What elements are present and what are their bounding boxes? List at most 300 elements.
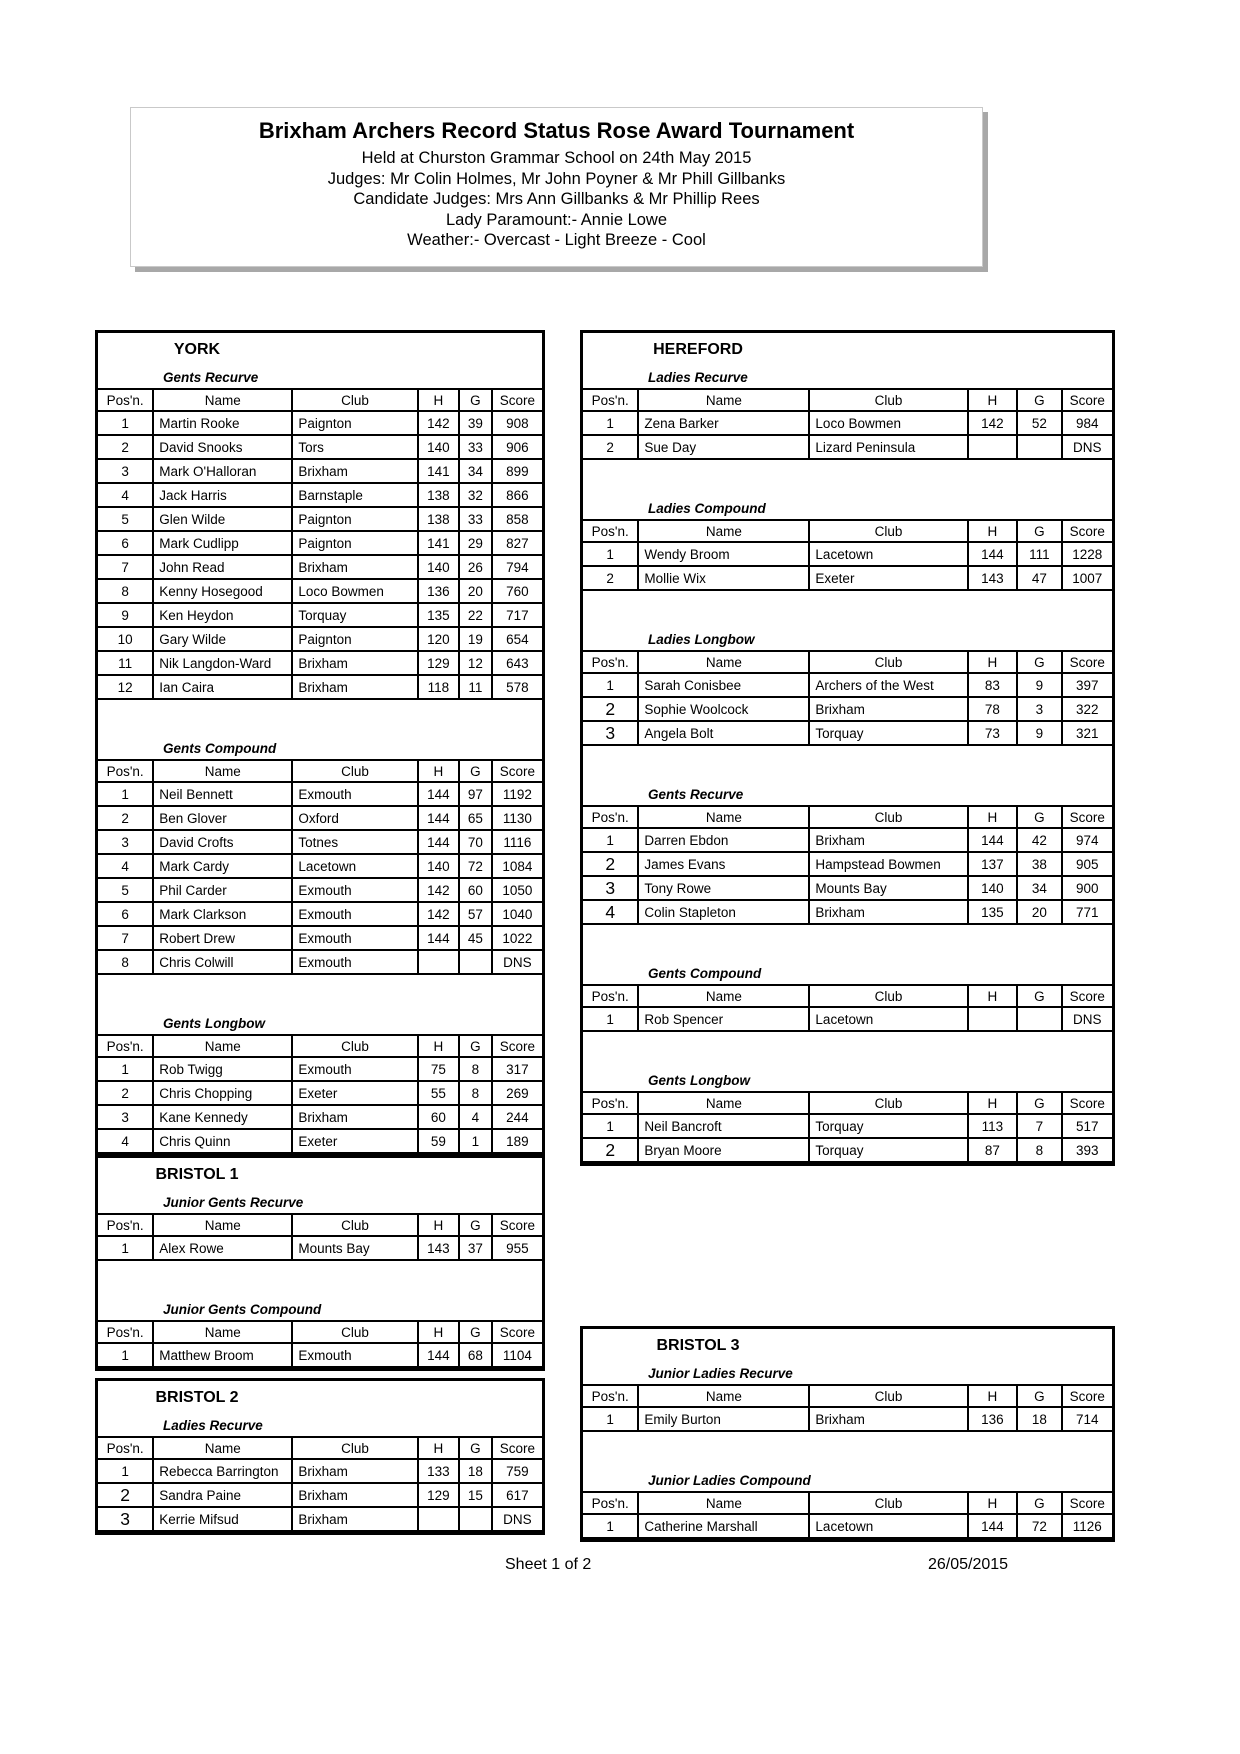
- column-header-club: Club: [810, 1093, 968, 1113]
- cell-club: Lacetown: [810, 1008, 968, 1030]
- cell-g: 68: [460, 1344, 493, 1366]
- cell-name: Robert Drew: [154, 927, 293, 949]
- column-header-g: G: [1018, 652, 1063, 672]
- cell-club: Brixham: [293, 676, 418, 698]
- table-row: [98, 580, 542, 604]
- cell-score: 244: [506, 1109, 529, 1125]
- column-header-name: Name: [639, 521, 810, 541]
- cell-club: Torquay: [810, 1139, 968, 1161]
- cell-score: 1116: [503, 834, 532, 850]
- cell-h: 144: [419, 831, 460, 853]
- cell-name: Sandra Paine: [154, 1484, 293, 1506]
- column-header-score: Score: [1069, 392, 1105, 408]
- table-row: [98, 927, 542, 951]
- cell-score: 517: [1076, 1118, 1099, 1134]
- cell-h: [419, 1508, 460, 1530]
- cell-pos: 2: [583, 698, 639, 720]
- cell-g: 15: [460, 1484, 493, 1506]
- section-label: Gents Compound: [163, 741, 277, 756]
- cell-name: Rebecca Barrington: [154, 1460, 293, 1482]
- column-header-club: Club: [293, 390, 418, 410]
- table-bristol2: [95, 1378, 545, 1535]
- cell-club: Exmouth: [293, 879, 418, 901]
- section-label: Junior Gents Recurve: [163, 1195, 304, 1210]
- column-header-row: [583, 984, 1112, 1008]
- cell-club: Exeter: [293, 1130, 418, 1152]
- header-lady-paramount-line: Lady Paramount:- Annie Lowe: [445, 210, 668, 229]
- cell-pos: 6: [98, 903, 154, 925]
- column-header-pos: Pos'n.: [98, 1215, 154, 1235]
- cell-h: 78: [969, 698, 1018, 720]
- column-header-club: Club: [810, 807, 968, 827]
- cell-pos: 2: [98, 436, 154, 458]
- cell-club: Brixham: [810, 829, 968, 851]
- cell-h: 83: [969, 674, 1018, 696]
- cell-pos: 2: [583, 853, 639, 875]
- column-header-name: Name: [639, 807, 810, 827]
- table-row: [98, 1130, 542, 1154]
- column-header-pos: Pos'n.: [98, 1322, 154, 1342]
- cell-h: [969, 436, 1018, 458]
- cell-h: 144: [419, 807, 460, 829]
- column-header-g: G: [1018, 1093, 1063, 1113]
- cell-name: Alex Rowe: [154, 1237, 293, 1259]
- cell-g: 9: [1018, 674, 1063, 696]
- cell-score: 717: [506, 607, 529, 623]
- cell-pos: 3: [583, 877, 639, 899]
- cell-score: DNS: [503, 1511, 532, 1527]
- cell-score: 900: [1076, 880, 1099, 896]
- cell-pos: 12: [98, 676, 154, 698]
- section-spacer: [583, 1032, 1112, 1070]
- table-title-row: [583, 333, 1112, 367]
- cell-score: 866: [506, 487, 529, 503]
- cell-club: Exmouth: [293, 1344, 418, 1366]
- column-header-club: Club: [810, 1493, 968, 1513]
- column-header-name: Name: [154, 1215, 293, 1235]
- column-header-g: G: [1018, 390, 1063, 410]
- column-header-club: Club: [810, 390, 968, 410]
- cell-g: 7: [1018, 1115, 1063, 1137]
- table-row: [98, 556, 542, 580]
- cell-h: 143: [419, 1237, 460, 1259]
- cell-score: 1130: [502, 810, 532, 826]
- column-header-h: H: [419, 761, 460, 781]
- cell-g: 22: [460, 604, 493, 626]
- cell-score: 1126: [1072, 1518, 1102, 1534]
- cell-g: 20: [460, 580, 493, 602]
- cell-score: 759: [506, 1463, 529, 1479]
- header-weather-line: Weather:- Overcast - Light Breeze - Cool: [407, 231, 706, 249]
- cell-pos: 9: [98, 604, 154, 626]
- table-title-row: [583, 1329, 1112, 1363]
- column-header-row: [583, 1091, 1112, 1115]
- cell-name: Mark O'Halloran: [154, 460, 293, 482]
- cell-score: 1050: [502, 882, 533, 898]
- column-header-pos: Pos'n.: [583, 1093, 639, 1113]
- cell-g: 37: [460, 1237, 493, 1259]
- table-title: BRISTOL 2: [155, 1389, 239, 1406]
- column-header-row: [583, 650, 1112, 674]
- column-header-score: Score: [1069, 809, 1105, 825]
- section-spacer: [583, 460, 1112, 498]
- cell-g: 20: [1018, 901, 1063, 923]
- section-spacer: [98, 975, 542, 1013]
- cell-club: Tors: [293, 436, 418, 458]
- cell-score: 1228: [1072, 546, 1103, 562]
- column-header-row: [98, 1436, 542, 1460]
- column-header-club: Club: [810, 986, 968, 1006]
- column-header-club: Club: [293, 1036, 418, 1056]
- cell-club: Hampstead Bowmen: [810, 853, 968, 875]
- cell-club: Lacetown: [810, 543, 968, 565]
- cell-pos: 1: [583, 829, 639, 851]
- cell-name: Mark Cudlipp: [154, 532, 293, 554]
- cell-pos: 7: [98, 556, 154, 578]
- cell-h: 144: [969, 1515, 1018, 1537]
- cell-h: 59: [419, 1130, 460, 1152]
- cell-score: 397: [1076, 677, 1099, 693]
- column-header-row: [583, 519, 1112, 543]
- tournament-header-box: [130, 107, 983, 267]
- section-label: Gents Longbow: [163, 1016, 265, 1031]
- column-header-pos: Pos'n.: [583, 1493, 639, 1513]
- cell-g: 33: [460, 508, 493, 530]
- table-row: [98, 1106, 542, 1130]
- cell-club: Lacetown: [810, 1515, 968, 1537]
- column-header-row: [583, 805, 1112, 829]
- cell-club: Exmouth: [293, 903, 418, 925]
- column-header-row: [98, 759, 542, 783]
- table-row: [98, 532, 542, 556]
- section-label: Junior Gents Compound: [163, 1302, 322, 1317]
- cell-pos: 3: [98, 1106, 154, 1128]
- cell-name: David Snooks: [154, 436, 293, 458]
- column-header-name: Name: [154, 761, 293, 781]
- cell-h: 143: [969, 567, 1018, 589]
- table-row: [583, 722, 1112, 746]
- cell-pos: 3: [98, 1508, 154, 1530]
- section-label: Ladies Recurve: [163, 1418, 263, 1433]
- cell-h: 138: [419, 484, 460, 506]
- cell-club: Paignton: [293, 628, 418, 650]
- column-header-h: H: [969, 1093, 1018, 1113]
- cell-g: 32: [460, 484, 493, 506]
- cell-pos: 5: [98, 508, 154, 530]
- cell-name: Wendy Broom: [639, 543, 810, 565]
- cell-h: 141: [419, 532, 460, 554]
- column-header-row: [583, 1384, 1112, 1408]
- table-row: [98, 1484, 542, 1508]
- cell-h: 73: [969, 722, 1018, 744]
- cell-club: Mounts Bay: [810, 877, 968, 899]
- cell-name: Martin Rooke: [154, 412, 293, 434]
- cell-club: Brixham: [810, 901, 968, 923]
- cell-g: 29: [460, 532, 493, 554]
- table-row: [98, 628, 542, 652]
- column-header-row: [98, 388, 542, 412]
- cell-h: 144: [419, 783, 460, 805]
- column-header-row: [98, 1213, 542, 1237]
- cell-club: Brixham: [810, 1408, 968, 1430]
- column-header-name: Name: [639, 390, 810, 410]
- cell-h: 135: [419, 604, 460, 626]
- cell-h: 137: [969, 853, 1018, 875]
- column-header-g: G: [460, 1322, 493, 1342]
- cell-name: Kane Kennedy: [154, 1106, 293, 1128]
- cell-score: 1040: [502, 906, 533, 922]
- column-header-pos: Pos'n.: [583, 807, 639, 827]
- cell-club: Brixham: [293, 1484, 418, 1506]
- table-row: [98, 903, 542, 927]
- cell-score: DNS: [1073, 1011, 1102, 1027]
- column-header-g: G: [1018, 1493, 1063, 1513]
- section-spacer: [98, 1261, 542, 1299]
- column-header-score: Score: [499, 1217, 535, 1233]
- section-spacer: [583, 925, 1112, 963]
- column-header-name: Name: [154, 1322, 293, 1342]
- cell-name: Matthew Broom: [154, 1344, 293, 1366]
- table-title: BRISTOL 1: [155, 1166, 239, 1183]
- section-label: Gents Longbow: [648, 1073, 750, 1088]
- cell-club: Torquay: [810, 722, 968, 744]
- cell-pos: 2: [98, 807, 154, 829]
- column-header-club: Club: [293, 761, 418, 781]
- column-header-score: Score: [1069, 988, 1105, 1004]
- section-label: Gents Compound: [648, 966, 762, 981]
- cell-pos: 3: [583, 722, 639, 744]
- cell-pos: 1: [98, 1058, 154, 1080]
- column-header-name: Name: [154, 1438, 293, 1458]
- cell-name: David Crofts: [154, 831, 293, 853]
- cell-name: Sophie Woolcock: [639, 698, 810, 720]
- column-header-h: H: [969, 986, 1018, 1006]
- cell-pos: 1: [583, 1515, 639, 1537]
- table-row: [98, 1460, 542, 1484]
- column-header-h: H: [969, 1493, 1018, 1513]
- table-york: [95, 330, 545, 1157]
- column-header-score: Score: [1069, 654, 1105, 670]
- cell-g: 42: [1018, 829, 1063, 851]
- cell-name: Sarah Conisbee: [639, 674, 810, 696]
- cell-g: 65: [460, 807, 493, 829]
- section-spacer: [583, 591, 1112, 629]
- column-header-h: H: [969, 521, 1018, 541]
- cell-pos: 1: [583, 1008, 639, 1030]
- column-header-pos: Pos'n.: [98, 1438, 154, 1458]
- table-row: [98, 831, 542, 855]
- table-row: [98, 1237, 542, 1261]
- column-header-score: Score: [499, 1324, 535, 1340]
- cell-g: [1018, 436, 1063, 458]
- column-header-g: G: [460, 761, 493, 781]
- cell-club: Loco Bowmen: [810, 412, 968, 434]
- cell-pos: 2: [583, 567, 639, 589]
- column-header-score: Score: [499, 1440, 535, 1456]
- cell-g: 18: [1018, 1408, 1063, 1430]
- cell-club: Barnstaple: [293, 484, 418, 506]
- cell-h: 140: [969, 877, 1018, 899]
- section-spacer: [583, 746, 1112, 784]
- column-header-row: [583, 388, 1112, 412]
- cell-h: 140: [419, 855, 460, 877]
- cell-name: Phil Carder: [154, 879, 293, 901]
- cell-h: 129: [419, 652, 460, 674]
- cell-name: Tony Rowe: [639, 877, 810, 899]
- cell-score: 858: [506, 511, 529, 527]
- cell-g: 8: [460, 1082, 493, 1104]
- cell-score: 771: [1076, 904, 1099, 920]
- footer-sheet-number: Sheet 1 of 2: [505, 1556, 592, 1573]
- column-header-score: Score: [499, 392, 535, 408]
- cell-score: 906: [506, 439, 529, 455]
- cell-pos: 1: [583, 674, 639, 696]
- table-row: [98, 807, 542, 831]
- cell-g: 111: [1018, 543, 1063, 565]
- column-header-club: Club: [293, 1438, 418, 1458]
- cell-score: DNS: [1073, 439, 1102, 455]
- cell-pos: 3: [98, 460, 154, 482]
- cell-h: 129: [419, 1484, 460, 1506]
- cell-pos: 1: [98, 783, 154, 805]
- table-row: [583, 1408, 1112, 1432]
- cell-h: 120: [419, 628, 460, 650]
- cell-club: Exmouth: [293, 1058, 418, 1080]
- cell-h: 144: [969, 829, 1018, 851]
- cell-name: Rob Twigg: [154, 1058, 293, 1080]
- cell-club: Exeter: [810, 567, 968, 589]
- cell-name: Bryan Moore: [639, 1139, 810, 1161]
- cell-club: Oxford: [293, 807, 418, 829]
- cell-name: Kenny Hosegood: [154, 580, 293, 602]
- cell-score: 714: [1076, 1411, 1099, 1427]
- cell-name: Zena Barker: [639, 412, 810, 434]
- cell-pos: 4: [583, 901, 639, 923]
- column-header-name: Name: [639, 652, 810, 672]
- section-label: Gents Recurve: [163, 370, 259, 385]
- cell-g: 9: [1018, 722, 1063, 744]
- cell-pos: 5: [98, 879, 154, 901]
- cell-name: Angela Bolt: [639, 722, 810, 744]
- cell-club: Exmouth: [293, 927, 418, 949]
- cell-h: 144: [419, 1344, 460, 1366]
- cell-h: 138: [419, 508, 460, 530]
- cell-h: 75: [419, 1058, 460, 1080]
- cell-score: 899: [506, 463, 529, 479]
- cell-score: 1007: [1072, 570, 1103, 586]
- cell-name: Catherine Marshall: [639, 1515, 810, 1537]
- table-row: [583, 877, 1112, 901]
- column-header-score: Score: [1069, 1495, 1105, 1511]
- column-header-g: G: [1018, 807, 1063, 827]
- cell-h: 144: [969, 543, 1018, 565]
- table-row: [583, 1515, 1112, 1539]
- column-header-name: Name: [154, 390, 293, 410]
- cell-score: 908: [506, 415, 529, 431]
- section-label: Junior Ladies Recurve: [648, 1366, 793, 1381]
- column-header-g: G: [1018, 521, 1063, 541]
- column-header-name: Name: [639, 986, 810, 1006]
- column-header-g: G: [1018, 986, 1063, 1006]
- cell-g: 8: [460, 1058, 493, 1080]
- cell-name: John Read: [154, 556, 293, 578]
- section-label: Ladies Compound: [648, 501, 766, 516]
- table-row: [98, 879, 542, 903]
- cell-g: 3: [1018, 698, 1063, 720]
- cell-h: 142: [419, 879, 460, 901]
- table-row: [98, 1058, 542, 1082]
- table-row: [583, 1115, 1112, 1139]
- column-header-h: H: [419, 1322, 460, 1342]
- table-row: [583, 829, 1112, 853]
- table-row: [98, 412, 542, 436]
- table-row: [98, 484, 542, 508]
- cell-h: 118: [419, 676, 460, 698]
- cell-score: 905: [1076, 856, 1099, 872]
- table-row: [583, 543, 1112, 567]
- cell-name: Gary Wilde: [154, 628, 293, 650]
- cell-g: 97: [460, 783, 493, 805]
- table-row: [583, 698, 1112, 722]
- column-header-pos: Pos'n.: [583, 652, 639, 672]
- cell-name: Chris Chopping: [154, 1082, 293, 1104]
- cell-club: Brixham: [293, 460, 418, 482]
- column-header-h: H: [419, 1036, 460, 1056]
- cell-name: Jack Harris: [154, 484, 293, 506]
- table-bristol3: [580, 1326, 1115, 1542]
- table-row: [98, 1082, 542, 1106]
- cell-h: 140: [419, 436, 460, 458]
- cell-score: 1022: [502, 930, 533, 946]
- cell-name: James Evans: [639, 853, 810, 875]
- column-header-club: Club: [293, 1322, 418, 1342]
- cell-score: 654: [506, 631, 529, 647]
- cell-score: 1192: [502, 786, 532, 802]
- column-header-row: [98, 1034, 542, 1058]
- column-header-row: [583, 1491, 1112, 1515]
- table-bristol1: [95, 1155, 545, 1371]
- table-row: [98, 652, 542, 676]
- column-header-score: Score: [1069, 1095, 1105, 1111]
- cell-name: Chris Colwill: [154, 951, 293, 973]
- cell-pos: 2: [98, 1484, 154, 1506]
- cell-h: 133: [419, 1460, 460, 1482]
- cell-name: Glen Wilde: [154, 508, 293, 530]
- cell-h: 60: [419, 1106, 460, 1128]
- cell-club: Brixham: [293, 652, 418, 674]
- cell-pos: 11: [98, 652, 154, 674]
- cell-pos: 1: [583, 1408, 639, 1430]
- column-header-club: Club: [810, 652, 968, 672]
- column-header-pos: Pos'n.: [98, 1036, 154, 1056]
- cell-club: Torquay: [810, 1115, 968, 1137]
- column-header-pos: Pos'n.: [98, 390, 154, 410]
- section-label: Ladies Longbow: [648, 632, 755, 647]
- cell-score: 322: [1076, 701, 1099, 717]
- section-label: Gents Recurve: [648, 787, 744, 802]
- tournament-title: Brixham Archers Record Status Rose Award Tournament: [258, 118, 855, 143]
- column-header-h: H: [419, 390, 460, 410]
- cell-g: 33: [460, 436, 493, 458]
- table-row: [583, 901, 1112, 925]
- cell-pos: 2: [98, 1082, 154, 1104]
- table-title-row: [98, 1381, 542, 1415]
- cell-score: 617: [506, 1487, 529, 1503]
- cell-h: 87: [969, 1139, 1018, 1161]
- cell-h: 142: [969, 412, 1018, 434]
- cell-score: DNS: [503, 954, 532, 970]
- cell-club: Torquay: [293, 604, 418, 626]
